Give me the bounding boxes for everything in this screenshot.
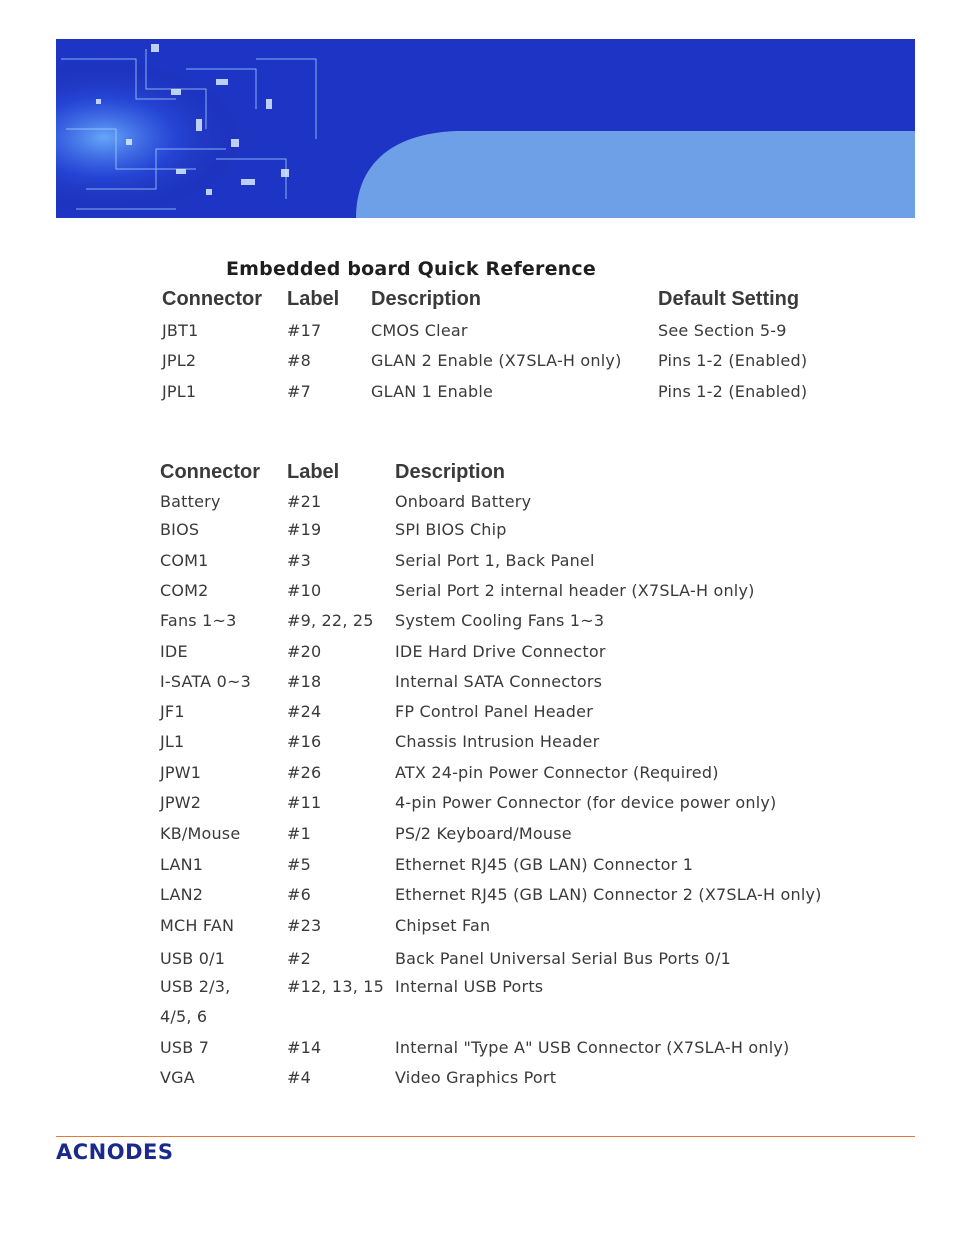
table1-header-description: Description bbox=[371, 288, 482, 310]
description-cell: Internal USB Ports bbox=[395, 977, 544, 996]
label-cell: #4 bbox=[287, 1068, 311, 1087]
table2-header-label: Label bbox=[287, 461, 340, 483]
label-cell: #11 bbox=[287, 793, 322, 812]
connector-cell: JPW2 bbox=[160, 793, 202, 812]
label-cell: #24 bbox=[287, 702, 322, 721]
connector-cell: JBT1 bbox=[162, 321, 199, 340]
description-cell: GLAN 1 Enable bbox=[371, 382, 494, 401]
label-cell: #21 bbox=[287, 492, 322, 511]
logo-text: ACNODES bbox=[56, 1140, 174, 1164]
table1-header-label: Label bbox=[287, 288, 340, 310]
table1-header-default-setting: Default Setting bbox=[658, 288, 800, 310]
connector-cell: Fans 1~3 bbox=[160, 611, 237, 630]
connector-cell: JL1 bbox=[160, 732, 185, 751]
label-cell: #9, 22, 25 bbox=[287, 611, 374, 630]
label-cell: #17 bbox=[287, 321, 322, 340]
connector-cell: VGA bbox=[160, 1068, 195, 1087]
label-cell: #1 bbox=[287, 824, 311, 843]
label-cell: #19 bbox=[287, 520, 322, 539]
description-cell: SPI BIOS Chip bbox=[395, 520, 507, 539]
label-cell: #20 bbox=[287, 642, 322, 661]
connector-cell: JPW1 bbox=[160, 763, 202, 782]
connector-cell: BIOS bbox=[160, 520, 200, 539]
description-cell: Onboard Battery bbox=[395, 492, 532, 511]
label-cell: #10 bbox=[287, 581, 322, 600]
connector-cell: 4/5, 6 bbox=[160, 1007, 208, 1026]
connector-cell: USB 0/1 bbox=[160, 949, 226, 968]
description-cell: FP Control Panel Header bbox=[395, 702, 593, 721]
description-cell: GLAN 2 Enable (X7SLA-H only) bbox=[371, 351, 622, 370]
description-cell: Serial Port 2 internal header (X7SLA-H only) bbox=[395, 581, 755, 600]
default-setting-cell: Pins 1-2 (Enabled) bbox=[658, 351, 808, 370]
label-cell: #14 bbox=[287, 1038, 322, 1057]
description-cell: Back Panel Universal Serial Bus Ports 0/1 bbox=[395, 949, 732, 968]
label-cell: #16 bbox=[287, 732, 322, 751]
connector-cell: KB/Mouse bbox=[160, 824, 241, 843]
description-cell: ATX 24-pin Power Connector (Required) bbox=[395, 763, 719, 782]
label-cell: #3 bbox=[287, 551, 311, 570]
connector-cell: JF1 bbox=[160, 702, 185, 721]
description-cell: Internal "Type A" USB Connector (X7SLA-H only) bbox=[395, 1038, 790, 1057]
connector-cell: JPL1 bbox=[162, 382, 197, 401]
label-cell: #23 bbox=[287, 916, 322, 935]
description-cell: Internal SATA Connectors bbox=[395, 672, 603, 691]
label-cell: #5 bbox=[287, 855, 311, 874]
label-cell: #2 bbox=[287, 949, 311, 968]
label-cell: #18 bbox=[287, 672, 322, 691]
default-setting-cell: Pins 1-2 (Enabled) bbox=[658, 382, 808, 401]
description-cell: PS/2 Keyboard/Mouse bbox=[395, 824, 572, 843]
table1-header-connector: Connector bbox=[162, 288, 262, 310]
connector-cell: IDE bbox=[160, 642, 188, 661]
label-cell: #7 bbox=[287, 382, 311, 401]
description-cell: Video Graphics Port bbox=[395, 1068, 557, 1087]
description-cell: Ethernet RJ45 (GB LAN) Connector 2 (X7SLA-H only) bbox=[395, 885, 822, 904]
label-cell: #8 bbox=[287, 351, 311, 370]
description-cell: 4-pin Power Connector (for device power only) bbox=[395, 793, 777, 812]
connector-cell: COM1 bbox=[160, 551, 209, 570]
default-setting-cell: See Section 5-9 bbox=[658, 321, 787, 340]
connector-cell: USB 7 bbox=[160, 1038, 210, 1057]
acnodes-logo bbox=[56, 1137, 216, 1165]
connector-cell: Battery bbox=[160, 492, 221, 511]
description-cell: System Cooling Fans 1~3 bbox=[395, 611, 605, 630]
connector-cell: LAN1 bbox=[160, 855, 204, 874]
description-cell: Chipset Fan bbox=[395, 916, 491, 935]
table2-header-connector: Connector bbox=[160, 461, 260, 483]
connector-cell: LAN2 bbox=[160, 885, 204, 904]
header-banner bbox=[56, 39, 915, 218]
page-title: Embedded board Quick Reference bbox=[226, 258, 596, 280]
description-cell: Chassis Intrusion Header bbox=[395, 732, 600, 751]
connector-cell: COM2 bbox=[160, 581, 209, 600]
label-cell: #12, 13, 15 bbox=[287, 977, 385, 996]
connector-cell: MCH FAN bbox=[160, 916, 235, 935]
label-cell: #26 bbox=[287, 763, 322, 782]
connector-cell: I-SATA 0~3 bbox=[160, 672, 251, 691]
connector-cell: USB 2/3, bbox=[160, 977, 231, 996]
connector-cell: JPL2 bbox=[162, 351, 197, 370]
description-cell: Serial Port 1, Back Panel bbox=[395, 551, 595, 570]
circuit-board-image bbox=[56, 39, 915, 218]
description-cell: IDE Hard Drive Connector bbox=[395, 642, 606, 661]
label-cell: #6 bbox=[287, 885, 311, 904]
description-cell: CMOS Clear bbox=[371, 321, 468, 340]
description-cell: Ethernet RJ45 (GB LAN) Connector 1 bbox=[395, 855, 694, 874]
table2-header-description: Description bbox=[395, 461, 506, 483]
